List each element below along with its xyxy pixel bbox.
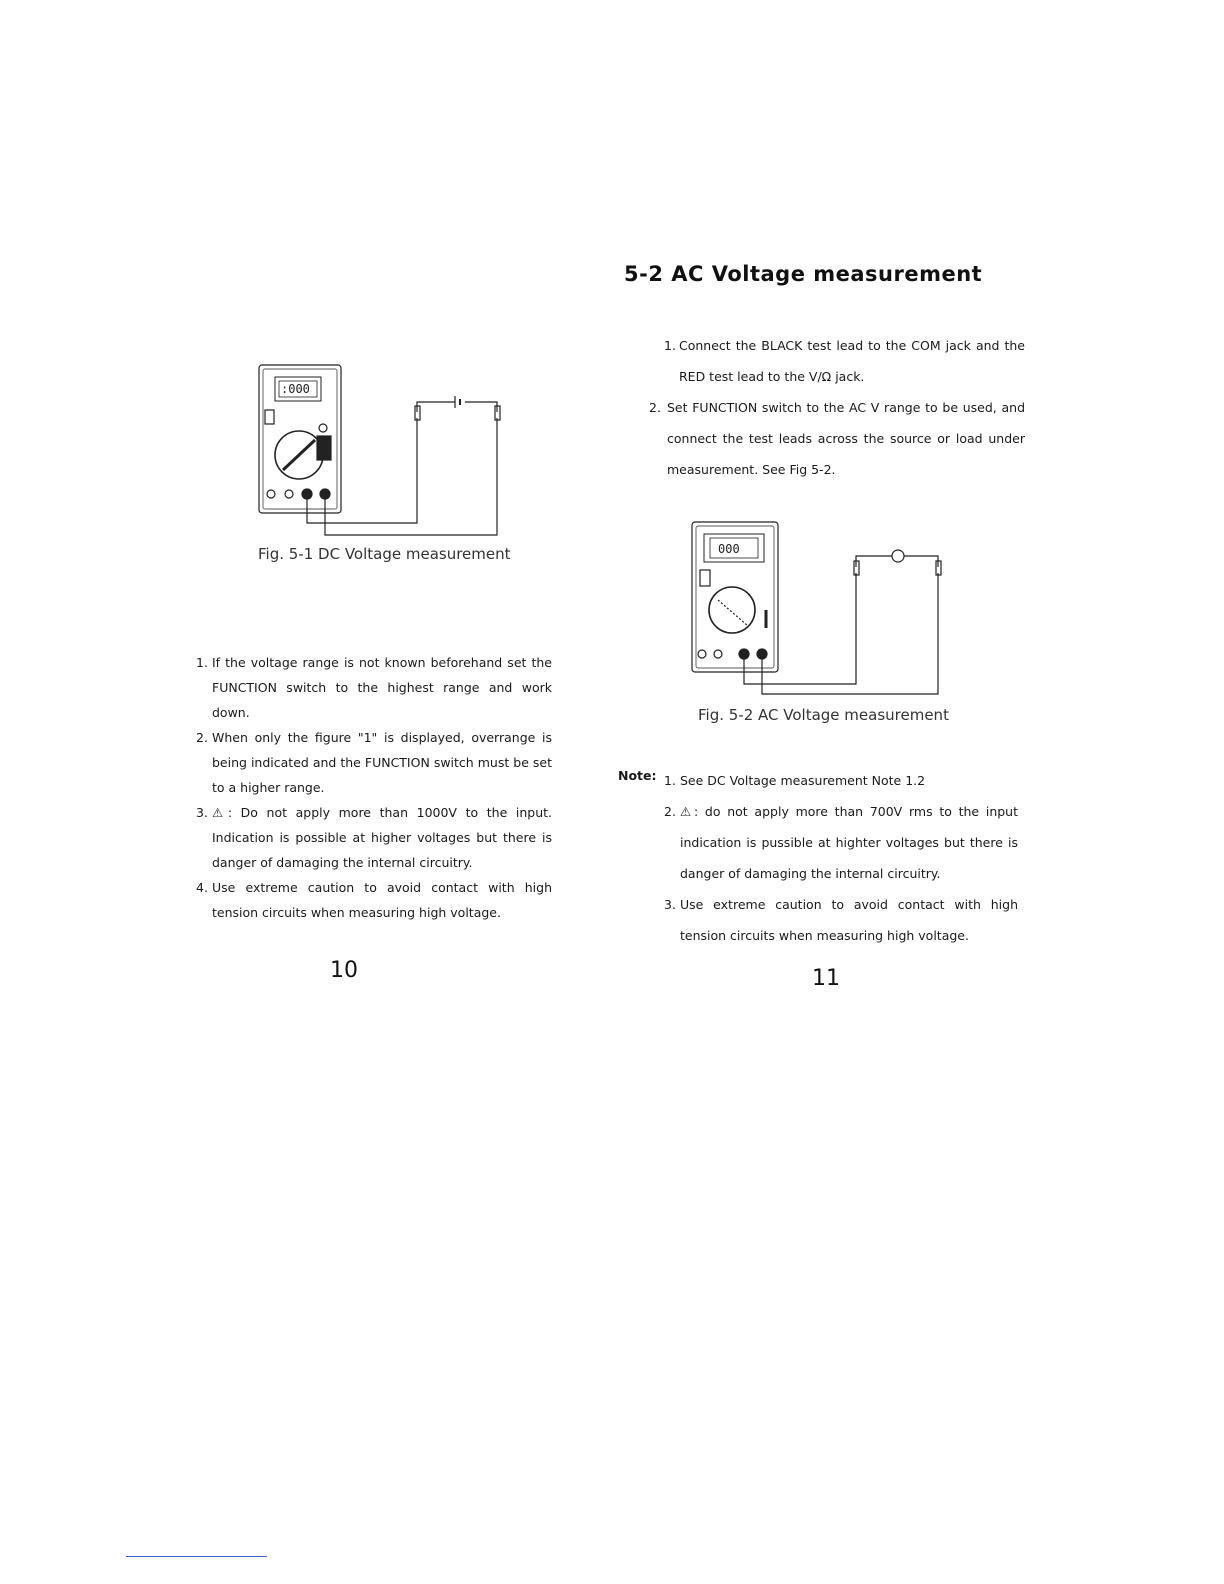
list-item-text: Connect the BLACK test lead to the COM jack and the RED test lead to the V/Ω jack. — [679, 338, 1025, 384]
list-item-number: 4. — [196, 880, 208, 895]
figure-ac-caption: Fig. 5-2 AC Voltage measurement — [698, 706, 949, 724]
note-item-text: ⚠: do not apply more than 700V rms to the input indication is pussible at highter voltages but there is danger of damaging the internal circuitry. — [680, 804, 1018, 881]
figure-dc-caption: Fig. 5-1 DC Voltage measurement — [258, 545, 511, 563]
note-item-text: Use extreme caution to avoid contact with high tension circuits when measuring high voltage. — [680, 897, 1018, 943]
list-item-text: Set FUNCTION switch to the AC V range to be used, and connect the test leads across the source or load under measurement. See Fig 5-2. — [667, 400, 1025, 477]
list-item-text: ⚠: Do not apply more than 1000V to the input. Indication is possible at higher voltages but there is danger of damaging the internal circuitry. — [212, 805, 552, 870]
left-list — [196, 650, 552, 925]
list-item-text: If the voltage range is not known beforehand set the FUNCTION switch to the highest range and work down. — [212, 655, 552, 720]
list-item-number: 1. — [196, 655, 208, 670]
note-label: Note: — [618, 768, 657, 783]
list-item — [196, 650, 552, 725]
notes-list — [664, 765, 1018, 951]
list-item-number: 2. — [196, 730, 208, 745]
note-item-number: 3. — [664, 897, 676, 912]
list-item-number: 3. — [196, 805, 208, 820]
note-item — [664, 765, 1018, 796]
section-heading: 5-2 AC Voltage measurement — [624, 262, 983, 286]
list-item — [649, 392, 1025, 485]
note-item — [664, 889, 1018, 951]
note-item-number: 1. — [664, 773, 676, 788]
right-list — [649, 330, 1025, 485]
footer-rule — [126, 1556, 267, 1557]
note-item — [664, 796, 1018, 889]
list-item-text: Use extreme caution to avoid contact with high tension circuits when measuring high voltage. — [212, 880, 552, 920]
list-item — [649, 330, 1025, 392]
figure-dc-display-text: :000 — [281, 382, 310, 396]
list-item-text: When only the figure "1" is displayed, overrange is being indicated and the FUNCTION switch must be set to a higher range. — [212, 730, 552, 795]
note-item-number: 2. — [664, 804, 676, 819]
list-item-number: 1. — [664, 338, 676, 353]
list-item — [196, 800, 552, 875]
list-item — [196, 875, 552, 925]
figure-dc-voltage-diagram — [255, 360, 505, 540]
figure-ac-display-text: 000 — [718, 542, 740, 556]
list-item-number: 2. — [649, 400, 661, 415]
figure-ac-voltage-diagram — [688, 518, 948, 703]
note-item-text: See DC Voltage measurement Note 1.2 — [680, 773, 926, 788]
list-item — [196, 725, 552, 800]
page-number-right: 11 — [812, 966, 840, 991]
page-number-left: 10 — [330, 958, 358, 983]
